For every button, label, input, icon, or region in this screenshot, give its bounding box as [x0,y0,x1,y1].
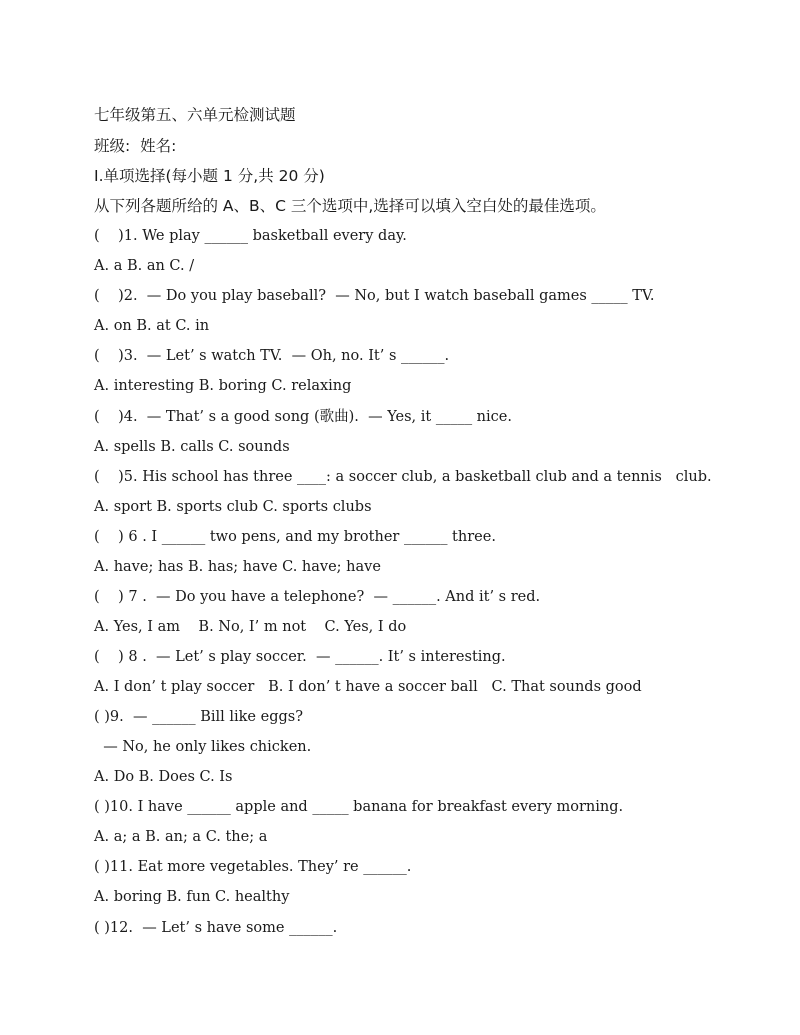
exam-title: 七年级第五、六单元检测试题 [94,106,296,124]
options-1: A. a B. an C. / [94,258,195,274]
options-8: A. I don’ t play soccer B. I don’ t have a soccer ball C. That sounds good [94,679,642,695]
options-3: A. interesting B. boring C. relaxing [94,378,352,394]
question-4: ( )4. — That’ s a good song (歌曲). — Yes, it _____ nice. [94,409,512,425]
options-6: A. have; has B. has; have C. have; have [94,559,381,575]
section-heading: I.单项选择(每小题 1 分,共 20 分) [94,167,325,185]
question-12: ( )12. — Let’ s have some ______. [94,920,338,936]
question-2: ( )2. — Do you play baseball? — No, but I watch baseball games _____ TV. [94,288,655,304]
question-7: ( ) 7 . — Do you have a telephone? — ______. And it’ s red. [94,589,541,605]
question-3: ( )3. — Let’ s watch TV. — Oh, no. It’ s ______. [94,348,450,364]
instructions: 从下列各题所给的 A、B、C 三个选项中,选择可以填入空白处的最佳选项。 [94,197,606,215]
question-1: ( )1. We play ______ basketball every day. [94,228,407,244]
question-6: ( ) 6 . I ______ two pens, and my brother ______ three. [94,529,496,545]
options-4: A. spells B. calls C. sounds [94,439,290,455]
options-2: A. on B. at C. in [94,318,210,334]
options-9: A. Do B. Does C. Is [94,769,233,785]
question-9-reply: — No, he only likes chicken. [94,739,312,755]
options-10: A. a; a B. an; a C. the; a [94,829,268,845]
options-5: A. sport B. sports club C. sports clubs [94,499,372,515]
question-10: ( )10. I have ______ apple and _____ banana for breakfast every morning. [94,799,624,815]
question-9: ( )9. — ______ Bill like eggs? [94,709,303,725]
question-5: ( )5. His school has three ____: a soccer club, a basketball club and a tennis club. [94,469,712,485]
question-8: ( ) 8 . — Let’ s play soccer. — ______. It’ s interesting. [94,649,506,665]
question-11: ( )11. Eat more vegetables. They’ re ______. [94,859,412,875]
options-7: A. Yes, I am B. No, I’ m not C. Yes, I do [94,619,407,635]
class-name-line: 班级: 姓名: [94,137,177,155]
options-11: A. boring B. fun C. healthy [94,889,290,905]
